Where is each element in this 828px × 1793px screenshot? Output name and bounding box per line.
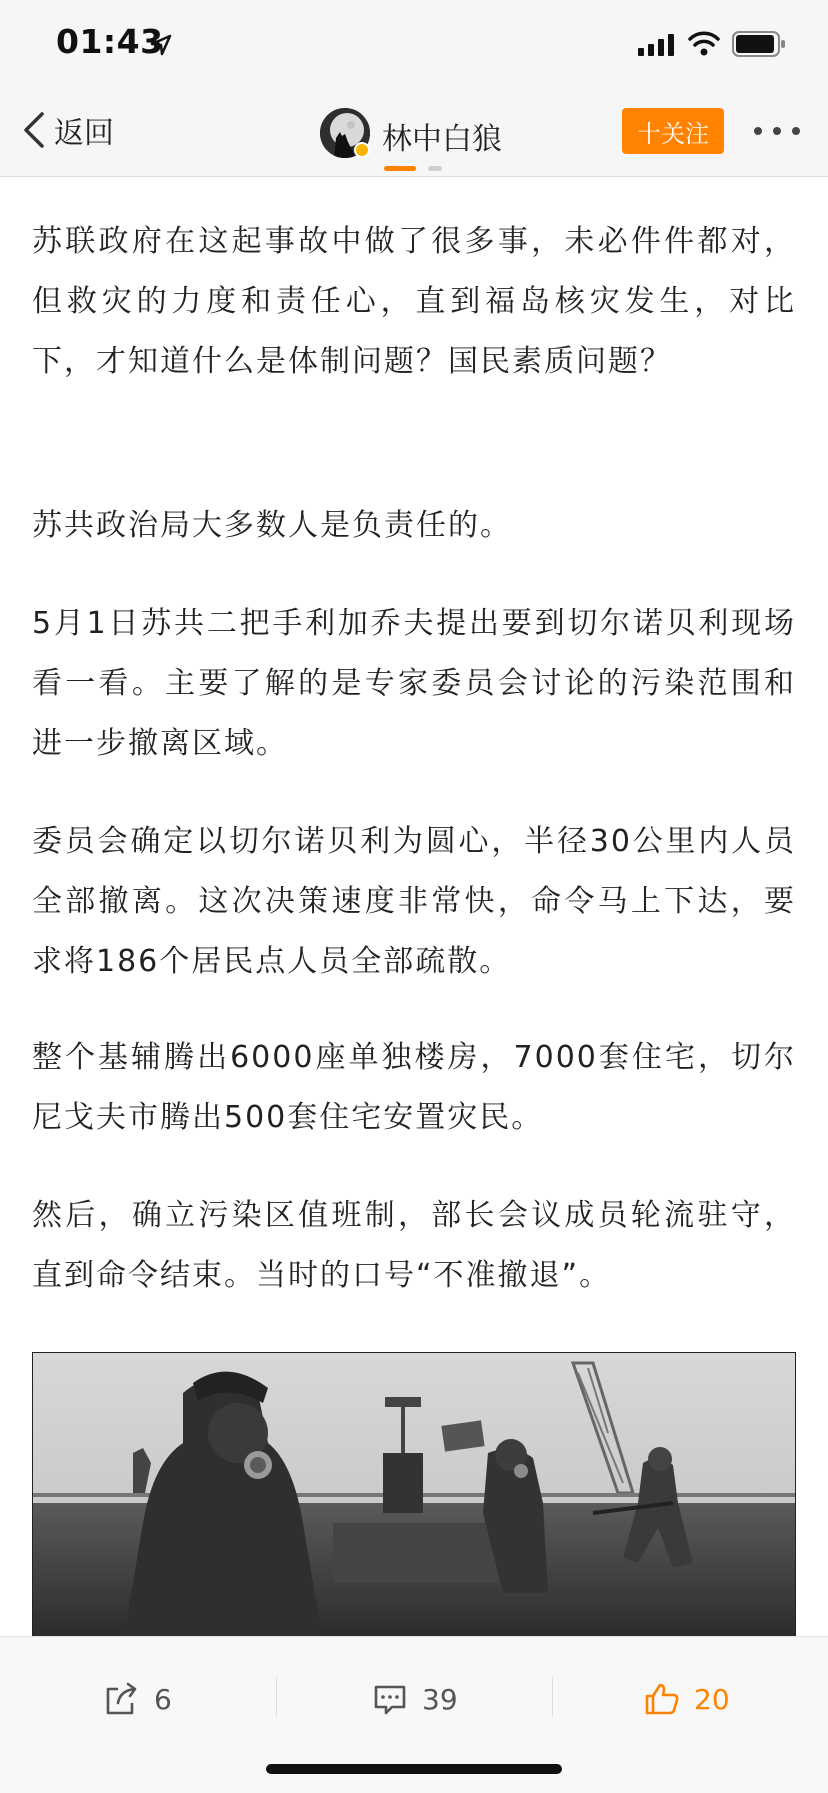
like-count: 20 xyxy=(694,1682,730,1716)
article-paragraph: 苏联政府在这起事故中做了很多事，未必件件都对，但救灾的力度和责任心，直到福岛核灾发生，对比下，才知道什么是体制问题？国民素质问题？ xyxy=(32,224,796,379)
status-time: 01:43 xyxy=(56,22,164,61)
battery-icon xyxy=(732,30,786,58)
like-button[interactable] xyxy=(644,1677,730,1721)
page-indicator-active xyxy=(384,166,416,171)
chevron-left-icon xyxy=(20,108,48,152)
verified-badge-icon xyxy=(354,142,370,158)
article-paragraph: 整个基辅腾出6000座单独楼房，7000套住宅，切尔尼戈夫市腾出500套住宅安置灾民。 xyxy=(32,1040,796,1135)
nav-bar xyxy=(0,90,828,177)
share-button[interactable] xyxy=(104,1677,172,1721)
follow-button[interactable]: 十关注 xyxy=(622,108,724,154)
comment-icon xyxy=(372,1681,408,1717)
share-count: 6 xyxy=(154,1682,172,1716)
back-button[interactable] xyxy=(20,108,114,152)
article-paragraph: 委员会确定以切尔诺贝利为圆心，半径30公里内人员全部撤离。这次决策速度非常快，命令马上下达，要求将186个居民点人员全部疏散。 xyxy=(32,824,796,979)
page-indicator-inactive xyxy=(428,166,442,171)
photo-illustration xyxy=(33,1353,796,1642)
back-label: 返回 xyxy=(54,116,114,151)
article-paragraph: 5月1日苏共二把手利加乔夫提出要到切尔诺贝利现场看一看。主要了解的是专家委员会讨论的污染范围和进一步撤离区域。 xyxy=(32,606,796,761)
comment-count: 39 xyxy=(422,1682,458,1716)
username[interactable]: 林中白狼 xyxy=(382,122,502,157)
share-icon xyxy=(104,1681,140,1717)
article-paragraph: 然后，确立污染区值班制，部长会议成员轮流驻守，直到命令结束。当时的口号“不准撤退”。 xyxy=(32,1198,796,1293)
location-arrow-icon xyxy=(150,34,172,56)
toolbar-divider xyxy=(552,1677,553,1717)
status-bar xyxy=(0,0,828,90)
more-dots-icon[interactable] xyxy=(752,116,802,146)
article-photo[interactable] xyxy=(32,1352,796,1642)
comment-button[interactable] xyxy=(372,1677,458,1721)
wifi-icon xyxy=(688,30,720,56)
article-paragraph: 苏共政治局大多数人是负责任的。 xyxy=(32,508,512,543)
home-indicator[interactable] xyxy=(266,1764,562,1774)
cellular-signal-icon xyxy=(638,34,674,56)
thumbs-up-icon xyxy=(644,1681,680,1717)
toolbar-divider xyxy=(276,1677,277,1717)
